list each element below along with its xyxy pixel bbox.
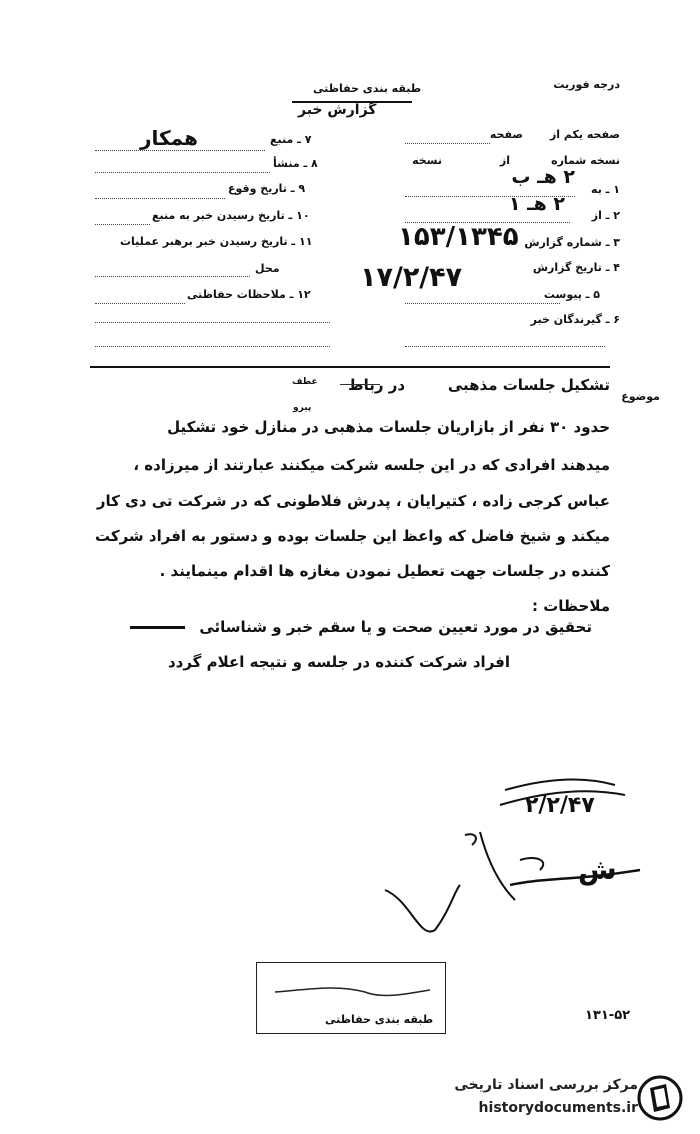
classification-label: طبقه بندی حفاظتی: [313, 82, 422, 95]
recipients-label: ۶ ـ گیرندگان خبر: [530, 313, 620, 326]
field-received-source-label: ۱۰ ـ تاریخ رسیدن خبر به منبع: [152, 209, 310, 222]
field-security-remarks-line: [95, 303, 185, 304]
priority-label: درجه فوریت: [553, 78, 620, 91]
field-origin-label: ۸ ـ منشأ: [273, 157, 318, 170]
field-source-value: همکار: [140, 126, 198, 150]
footer-form-code: ۱۳۱-۵۲: [585, 1008, 631, 1023]
report-number-label: ۳ ـ شماره گزارش: [524, 236, 620, 249]
page-label: صفحه یکم از: [549, 128, 620, 141]
remarks-label: ملاحظات :: [531, 597, 610, 615]
field-origin-line: [95, 172, 270, 173]
field-extra-line-1: [95, 322, 330, 323]
side-note-followup: پیرو: [293, 403, 312, 413]
remarks-line-2: افراد شرکت کننده در جلسه و نتیجه اعلام گردد: [167, 653, 510, 671]
copy-label: نسخه شماره: [551, 154, 620, 167]
field-occurrence-date-label: ۹ ـ تاریخ وقوع: [228, 182, 306, 195]
attachment-line: [405, 303, 560, 304]
attachment-label: ۵ ـ پیوست: [543, 288, 600, 301]
stamp-scribble: [265, 972, 435, 1012]
field-received-source-line: [95, 224, 150, 225]
subject-strike: [340, 384, 380, 385]
remarks-underline: [130, 626, 185, 629]
copy-suffix: نسخه: [412, 154, 442, 167]
field-received-leader-label: ۱۱ ـ تاریخ رسیدن خبر برهبر عملیات: [120, 235, 313, 248]
from-label: ۲ ـ از: [591, 209, 620, 222]
field-extra-line-2: [95, 346, 330, 347]
body-line-2: میدهند افرادی که در این جلسه شرکت میکنند عبارتند از میرزاده ،: [133, 456, 610, 474]
field-security-remarks-label: ۱۲ ـ ملاحظات حفاظتی: [187, 288, 311, 301]
copy-of: از: [499, 154, 510, 167]
body-line-3: عباس کرجی زاده ، کتیرایان ، پدرش فلاطونی که در شرکت تی دی کار: [96, 492, 610, 510]
form-title: گزارش خبر: [298, 102, 377, 118]
field-location-label: محل: [255, 262, 280, 275]
report-date-value: ۱۷/۲/۴۷: [360, 262, 463, 293]
field-source-label: ۷ ـ منبع: [270, 133, 312, 146]
header-separator: [90, 366, 610, 368]
signature-scribble: [340, 760, 670, 960]
watermark-title: مرکز بررسی اسناد تاریخی: [454, 1077, 638, 1093]
body-line-1: حدود ۳۰ نفر از بازاریان جلسات مذهبی در منازل خود تشکیل: [167, 418, 610, 436]
field-location-line: [95, 276, 250, 277]
title-rule: [292, 101, 412, 103]
to-value: ۲ هـ ب: [511, 166, 575, 188]
watermark-url: historydocuments.ir: [478, 1100, 638, 1116]
page-suffix: صفحه: [489, 128, 523, 141]
footer-classification-label: طبقه بندی حفاظتی: [325, 1013, 434, 1026]
to-label: ۱ ـ به: [591, 183, 620, 196]
archive-logo-icon: [636, 1074, 684, 1122]
handwritten-initials: ش: [578, 853, 617, 886]
subject-text: تشکیل جلسات مذهبی: [447, 376, 610, 394]
subject-label: موضوع: [621, 390, 660, 403]
field-source-line: [95, 150, 265, 151]
handwritten-date: ۲/۲/۴۷: [525, 793, 595, 818]
remarks-line-1: تحقیق در مورد تعیین صحت و یا سقم خبر و شناسائی: [199, 618, 592, 636]
side-note-reference: عطف: [292, 377, 318, 387]
report-date-label: ۴ ـ تاریخ گزارش: [532, 261, 620, 274]
subject-handwritten-note: در رباط: [348, 376, 406, 394]
field-occurrence-date-line: [95, 198, 225, 199]
report-number-value: ۱۵۳/۱۳۴۵: [398, 222, 519, 252]
from-value: ۲ هـ ۱: [508, 193, 565, 215]
page-line: [405, 143, 490, 144]
body-line-5: کننده در جلسات جهت تعطیل نمودن مغازه ها اقدام مینمایند .: [159, 562, 610, 580]
body-line-4: میکند و شیخ فاضل که واعظ این جلسات بوده و دستور به افراد شرکت: [95, 527, 610, 545]
recipients-line: [405, 346, 605, 347]
